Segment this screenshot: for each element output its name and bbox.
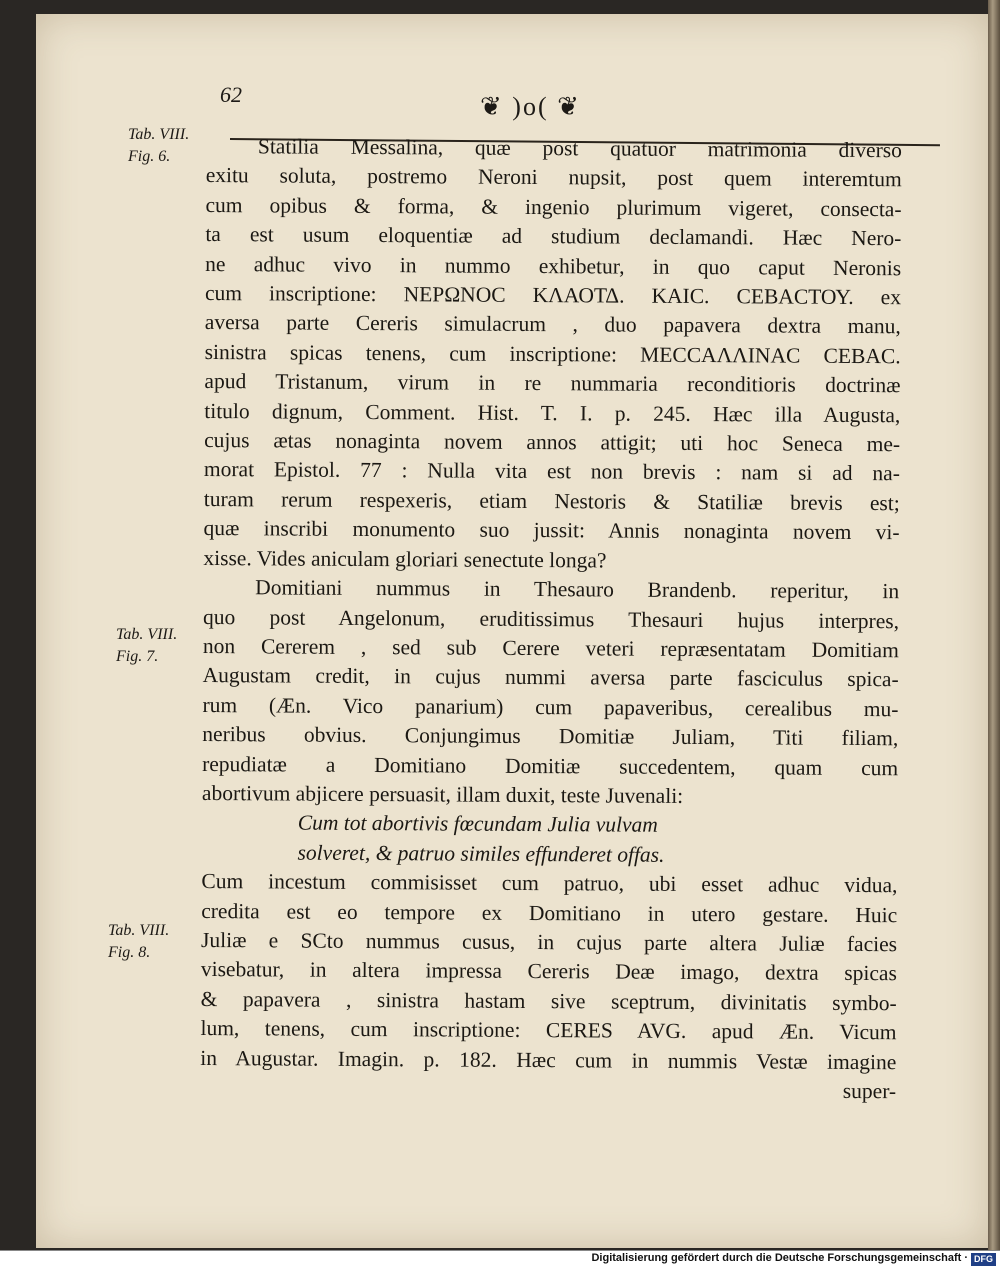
footer-credit: Digitalisierung gefördert durch die Deutsche Forschungsgemeinschaft · <box>591 1252 968 1264</box>
margin-note-tab: Tab. VIII. <box>116 626 178 643</box>
page-number: 62 <box>220 82 242 107</box>
text-line: morat Epistol. 77 : Nulla vita est non brevis : nam si ad na- <box>203 457 900 486</box>
text-line: aversa parte Cereris simulacrum , duo papavera dextra manu, <box>204 310 901 339</box>
book-edge <box>988 0 1000 1250</box>
text-line: Cum incestum commisisset cum patruo, ubi esset adhuc vidua, <box>201 869 898 898</box>
text-line: credita est eo tempore ex Domitiano in utero gestare. Huic <box>201 898 898 927</box>
text-line: in Augustar. Imagin. p. 182. Hæc cum in nummis Vestæ imagine <box>200 1045 897 1074</box>
text-line: cum opibus & forma, & ingenio plurimum vigeret, consecta- <box>205 192 902 222</box>
margin-note-fig-8 <box>108 920 204 964</box>
text-line: lum, tenens, cum inscriptione: CERES AVG. apud Æn. Vicum <box>200 1016 897 1045</box>
catchword: super- <box>842 1078 897 1104</box>
text-line: non Cererem , sed sub Cerere veteri repræsentatam Domitiam <box>202 633 899 663</box>
text-line: xisse. Vides aniculam gloriari senectute longa? <box>203 545 607 573</box>
text-line: apud Tristanum, virum in re nummaria reconditioris doctrinæ <box>204 369 901 398</box>
margin-note-fig: Fig. 6. <box>128 148 171 165</box>
text-line: ne adhuc vivo in nummo exhibetur, in quo caput Neronis <box>205 251 902 280</box>
verse-line: solveret, & patruo similes effunderet offas. <box>297 840 665 867</box>
text-line: turam rerum respexeris, etiam Nestoris & Statiliæ brevis est; <box>203 486 900 516</box>
text-line: Juliæ e SCto nummus cusus, in cujus parte altera Juliæ facies <box>200 927 898 957</box>
text-line: & papavera , sinistra hastam sive sceptrum, divinitatis symbo- <box>200 986 897 1016</box>
text-line: neribus obvius. Conjungimus Domitiæ Juliam, Titi filiam, <box>202 722 899 751</box>
text-line: Statilia Messalina, quæ post quatuor matrimonia diverso <box>257 134 902 163</box>
header-ornament: ❦ )o( ❦ <box>480 92 581 121</box>
dfg-logo: DFG <box>971 1253 996 1266</box>
text-line: rum (Æn. Vico panarium) cum papaveribus, cerealibus mu- <box>202 692 899 721</box>
text-line: quo post Angelonum, eruditissimus Thesauri hujus interpres, <box>202 604 900 633</box>
text-line: sinistra spicas tenens, cum inscriptione: ΜΕCCΑΛΛΙΝΑC CΕΒΑC. <box>204 339 901 369</box>
text-line: visebatur, in altera impressa Cereris Deæ imago, dextra spicas <box>200 957 897 986</box>
page-body-text <box>200 132 902 1107</box>
margin-note-fig: Fig. 7. <box>116 648 159 665</box>
margin-note-tab: Tab. VIII. <box>128 126 190 143</box>
verse-line: Cum tot abortivis fœcundam Julia vulvam <box>297 810 658 838</box>
text-line: exitu soluta, postremo Neroni nupsit, post quem interemtum <box>205 163 902 192</box>
text-line: Domitiani nummus in Thesauro Brandenb. reperitur, in <box>255 575 900 604</box>
margin-note-tab: Tab. VIII. <box>108 922 170 939</box>
text-line: titulo dignum, Comment. Hist. T. I. p. 245. Hæc illa Augusta, <box>204 398 901 427</box>
text-line: abortivum abjicere persuasit, illam duxit, teste Juvenali: <box>201 780 684 808</box>
text-line: quæ inscribi monumento suo jussit: Annis nonaginta novem vi- <box>203 516 900 545</box>
text-line: cujus ætas nonaginta novem annos attigit; uti hoc Seneca me- <box>204 428 901 457</box>
text-line: Augustam credit, in cujus nummi aversa parte fasciculus spica- <box>202 663 899 692</box>
text-line: cum inscriptione: ΝΕΡΩΝΟC ΚΛΑΟΤΔ. ΚΑΙC. CΕΒΑCΤΟΥ. ex <box>204 281 902 310</box>
digitization-footer <box>0 1250 1000 1269</box>
margin-note-fig-7 <box>116 624 212 668</box>
text-line: repudiatæ a Domitiano Domitiæ succedentem, quam cum <box>202 751 899 780</box>
margin-note-fig: Fig. 8. <box>108 944 151 961</box>
text-line: ta est usum eloquentiæ ad studium declamandi. Hæc Nero- <box>205 222 902 251</box>
